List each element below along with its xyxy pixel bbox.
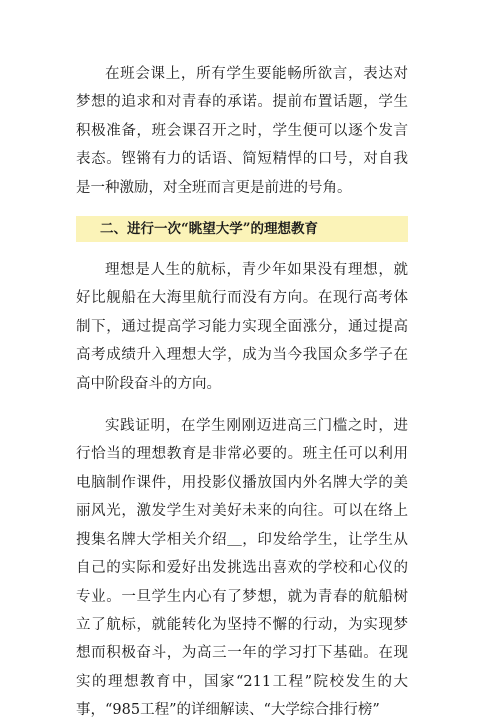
document-body bbox=[76, 60, 408, 725]
paragraph-class-meeting: 在班会课上，所有学生要能畅所欲言，表达对梦想的追求和对青春的承诺。提前布置话题，学生积极准备，班会课召开之时，学生便可以逐个发言表态。铿锵有力的话语、简短精悍的口号，对自我是一种激励，对全班而言更是前进的号角。 bbox=[76, 66, 408, 196]
paragraph-ideals: 理想是人生的航标，青少年如果没有理想，就好比舰船在大海里航行而没有方向。在现行高考体制下，通过提高学习能力实现全面涨分，通过提高高考成绩升入理想大学，成为当今我国众多学子在高中阶段奋斗的方向。 bbox=[76, 262, 408, 392]
section-heading: 二、进行一次“眺望大学”的理想教育 bbox=[76, 216, 408, 242]
paragraph-practice: 实践证明，在学生刚刚迈进高三门槛之时，进行恰当的理想教育是非常必要的。班主任可以利用电脑制作课件，用投影仪播放国内外名牌大学的美丽风光，激发学生对美好未来的向往。可以在络上搜集名牌大学相关介绍＿，印发给学生，让学生从自己的实际和爱好出发挑选出喜欢的学校和心仪的专业。一旦学生内心有了梦想，就为青春的航船树立了航标，就能转化为坚持不懈的行动，为实现梦想而积极奋斗，为高三一年的学习打下基础。在现实的理想教育中，国家“211工程”院校发生的大事，“985工程”的详细解读、“大学综合排行榜” bbox=[76, 418, 408, 719]
